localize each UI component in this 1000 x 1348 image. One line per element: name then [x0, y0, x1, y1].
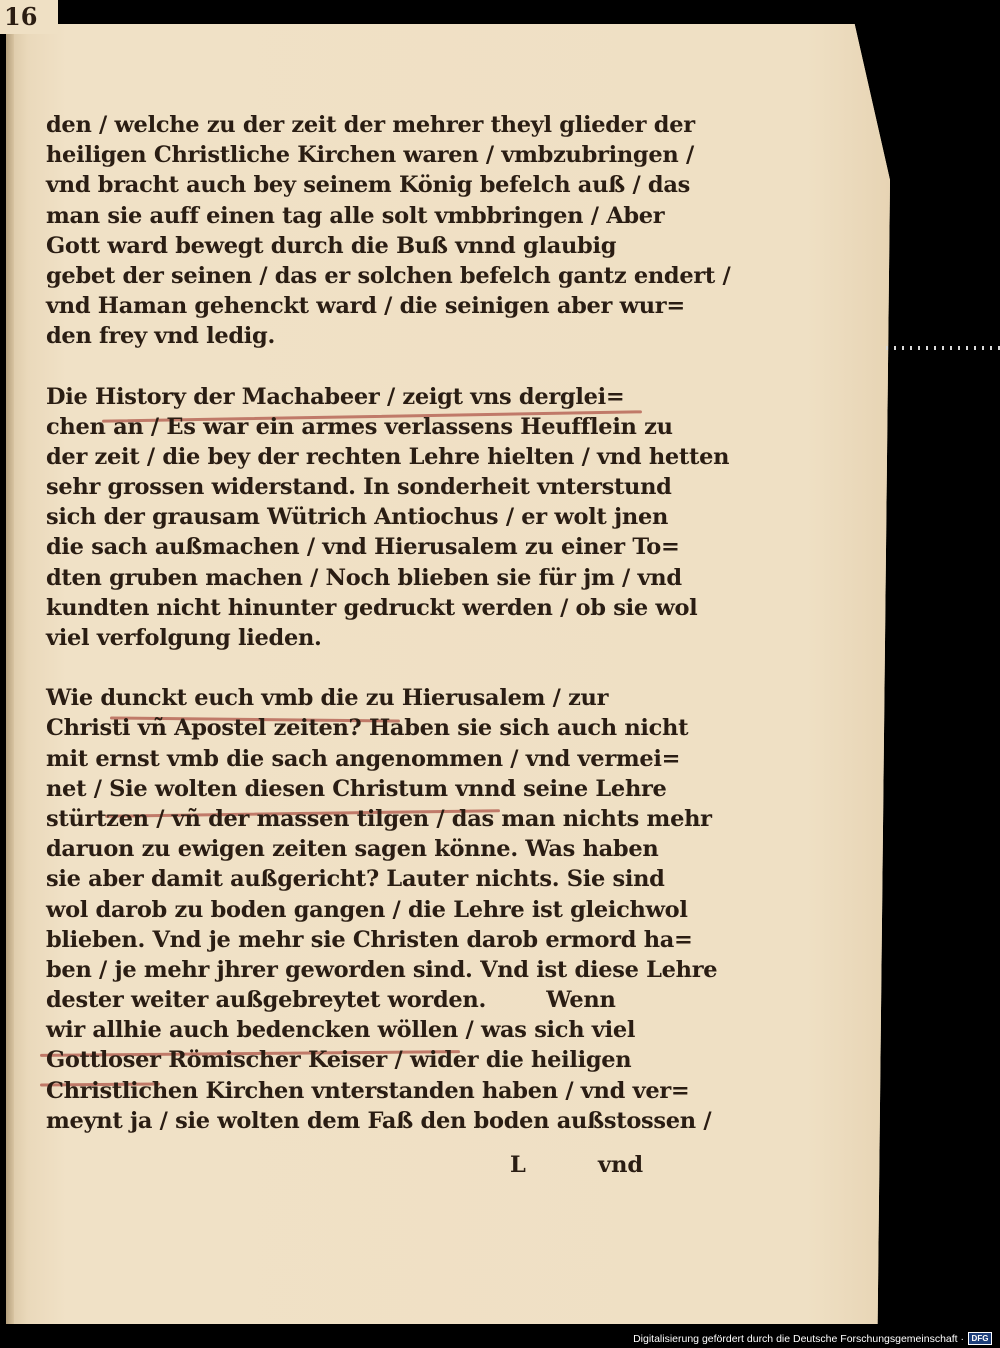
text-line: blieben. Vnd je mehr sie Christen darob ermord ha=	[46, 926, 693, 953]
text-line: vnd bracht auch bey seinem König befelch auß / das	[46, 172, 690, 199]
paragraph-gap	[46, 653, 656, 683]
text-line: kundten nicht hinunter gedruckt werden / ob sie wol	[46, 594, 698, 621]
text-line: sie aber damit außgericht? Lauter nichts. Sie sind	[46, 866, 665, 893]
text-line: Gottloser Römischer Keiser / wider die heiligen	[46, 1047, 632, 1074]
paragraph-2	[46, 382, 730, 654]
text-line: die sach außmachen / vnd Hierusalem zu einer To=	[46, 534, 680, 561]
text-line: Christlichen Kirchen vnterstanden haben / vnd ver=	[46, 1077, 690, 1104]
text-line: Die History der Machabeer / zeigt vns derglei=	[46, 383, 625, 410]
footer-bar	[0, 1328, 1000, 1348]
text-line: mit ernst vmb die sach angenommen / vnd vermei=	[46, 745, 681, 772]
text-line: net / Sie wolten diesen Christum vnnd seine Lehre	[46, 775, 667, 802]
text-line: dten gruben machen / Noch blieben sie für jm / vnd	[46, 564, 682, 591]
text-line: Wie dunckt euch vmb die zu Hierusalem / zur	[46, 685, 609, 712]
text-line: wir allhie auch bedencken wöllen / was sich viel	[46, 1017, 636, 1044]
text-line: dester weiter außgebreytet worden. Wenn	[46, 987, 616, 1014]
text-line: ben / je mehr jhrer geworden sind. Vnd ist diese Lehre	[46, 956, 718, 983]
text-line: meynt ja / sie wolten dem Faß den boden außstossen /	[46, 1107, 712, 1134]
paragraph-3	[46, 683, 718, 1136]
scan-edge-artifact	[886, 346, 1000, 350]
dfg-logo-icon: DFG	[968, 1332, 992, 1345]
text-line: der zeit / die bey der rechten Lehre hielten / vnd hetten	[46, 443, 730, 470]
text-line: gebet der seinen / das er solchen befelch gantz endert /	[46, 262, 731, 289]
text-line: sich der grausam Wütrich Antiochus / er wolt jnen	[46, 504, 669, 531]
paragraph-gap	[46, 352, 656, 382]
text-line: heiligen Christliche Kirchen waren / vmbzubringen /	[46, 142, 694, 169]
text-line: den / welche zu der zeit der mehrer theyl glieder der	[46, 112, 695, 138]
paragraph-1	[46, 110, 731, 352]
page-body-text	[46, 110, 731, 1136]
text-line: Christi vñ Apostel zeiten? Haben sie sich auch nicht	[46, 715, 689, 742]
text-line: chen an / Es war ein armes verlassens Heufflein zu	[46, 413, 673, 440]
text-line: sehr grossen widerstand. In sonderheit vnterstund	[46, 474, 672, 501]
text-line: wol darob zu boden gangen / die Lehre ist gleichwol	[46, 896, 688, 923]
catchword: vnd	[598, 1152, 644, 1178]
signature-mark: L	[510, 1152, 526, 1178]
funding-credit: Digitalisierung gefördert durch die Deutsche Forschungsgemeinschaft ·	[633, 1333, 964, 1345]
text-line: viel verfolgung lieden.	[46, 625, 322, 651]
text-line: vnd Haman gehenckt ward / die seinigen aber wur=	[46, 293, 685, 320]
text-line: man sie auff einen tag alle solt vmbbringen / Aber	[46, 202, 665, 229]
page-number: 16	[0, 0, 58, 34]
page-binding-edge	[6, 24, 14, 1324]
text-line: stürtzen / vñ der massen tilgen / das man nichts mehr	[46, 805, 712, 832]
text-line: daruon zu ewigen zeiten sagen könne. Was haben	[46, 836, 659, 863]
text-line: den frey vnd ledig.	[46, 323, 276, 350]
text-line: Gott ward bewegt durch die Buß vnnd glaubig	[46, 232, 617, 259]
